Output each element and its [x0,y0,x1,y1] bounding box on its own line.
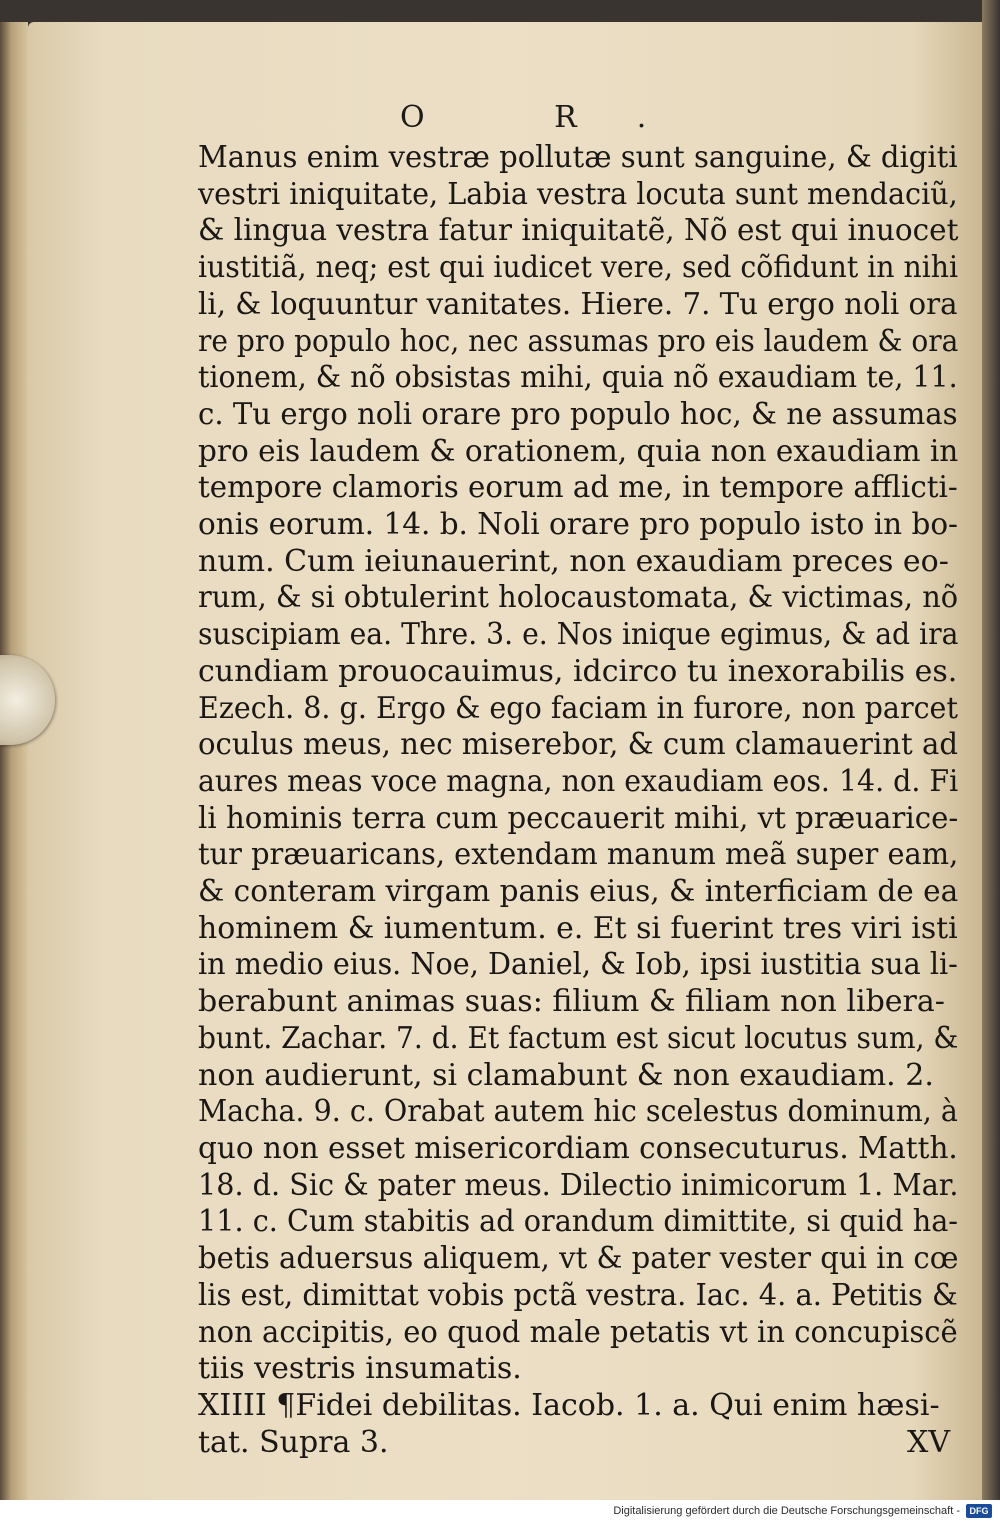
text-line: XIIII ¶Fidei debilitas. Iacob. 1. a. Qui enim hæsi- [198,1387,940,1423]
text-line: onis eorum. 14. b. Noli orare pro populo isto in bo- [198,507,959,543]
text-line: berabunt animas suas: filium & filiam non libera- [198,984,945,1020]
dfg-logo: DFG [966,1504,992,1518]
binding-edge [0,22,28,1500]
text-line: vestri iniquitate, Labia vestra locuta sunt mendaciũ, [198,176,958,212]
text-line: aures meas voce magna, non exaudiam eos. 14. d. Fi [198,763,959,799]
text-line: tur præuaricans, extendam manum meã super eam, [198,837,959,873]
text-line: 11. c. Cum stabitis ad orandum dimittite, si quid ha- [198,1204,958,1240]
text-line: pro eis laudem & orationem, quia non exaudiam in [198,433,959,469]
text-line: & lingua vestra fatur iniquitatẽ, Nõ est qui inuocet [198,213,959,249]
body-text [198,140,958,1461]
text-line: cundiam prouocauimus, idcirco tu inexorabilis es. [198,653,958,689]
text-line: betis aduersus aliquem, vt & pater vester qui in cœ [198,1241,959,1277]
text-line: re pro populo hoc, nec assumas pro eis laudem & ora [198,323,959,359]
text-line: non accipitis, eo quod male petatis vt in concupiscẽ [198,1314,958,1350]
funding-credit: Digitalisierung gefördert durch die Deutsche Forschungsgemeinschaft - [613,1505,960,1517]
text-line: & conteram virgam panis eius, & interficiam de ea [198,874,959,910]
right-page-edge [982,0,1000,1500]
text-line: num. Cum ieiunauerint, non exaudiam preces eo- [198,543,949,579]
text-line: tat. Supra 3. [198,1424,389,1460]
text-line: in medio eius. Noe, Daniel, & Iob, ipsi iustitia sua li- [198,947,958,983]
text-line: tempore clamoris eorum ad me, in tempore afflicti- [198,470,958,506]
text-line: Ezech. 8. g. Ergo & ego faciam in furore, non parcet [198,690,958,726]
text-line: tionem, & nõ obsistas mihi, quia nõ exaudiam te, 11. [198,360,958,396]
text-line: rum, & si obtulerint holocaustomata, & victimas, nõ [198,580,959,616]
text-line: iustitiã, neq; est qui iudicet vere, sed cõfidunt in nihi [198,250,959,286]
running-head: O R. [400,100,707,135]
text-line: lis est, dimittat vobis pctã vestra. Iac. 4. a. Petitis & [198,1277,958,1313]
text-line: Manus enim vestræ pollutæ sunt sanguine, & digiti [198,140,958,175]
text-line: tiis vestris insumatis. [198,1351,522,1387]
footer-bar [0,1500,1000,1523]
text-line: hominem & iumentum. e. Et si fuerint tres viri isti [198,910,958,946]
catchword: XV [906,1424,950,1460]
text-line: li hominis terra cum peccauerit mihi, vt præuarice- [198,800,959,836]
text-line: suscipiam ea. Thre. 3. e. Nos inique egimus, & ad ira [198,617,959,653]
text-line: oculus meus, nec miserebor, & cum clamauerint ad [198,727,959,763]
text-line: bunt. Zachar. 7. d. Et factum est sicut locutus sum, & [198,1020,959,1056]
text-line: 18. d. Sic & pater meus. Dilectio inimicorum 1. Mar. [198,1167,959,1203]
text-line: non audierunt, si clamabunt & non exaudiam. 2. [198,1057,934,1093]
text-line: li, & loquuntur vanitates. Hiere. 7. Tu ergo noli ora [198,286,958,322]
text-line: c. Tu ergo noli orare pro populo hoc, & ne assumas [198,396,958,432]
text-line: Macha. 9. c. Orabat autem hic scelestus dominum, à [198,1094,958,1130]
text-line: quo non esset misericordiam consecuturus. Matth. [198,1130,958,1166]
